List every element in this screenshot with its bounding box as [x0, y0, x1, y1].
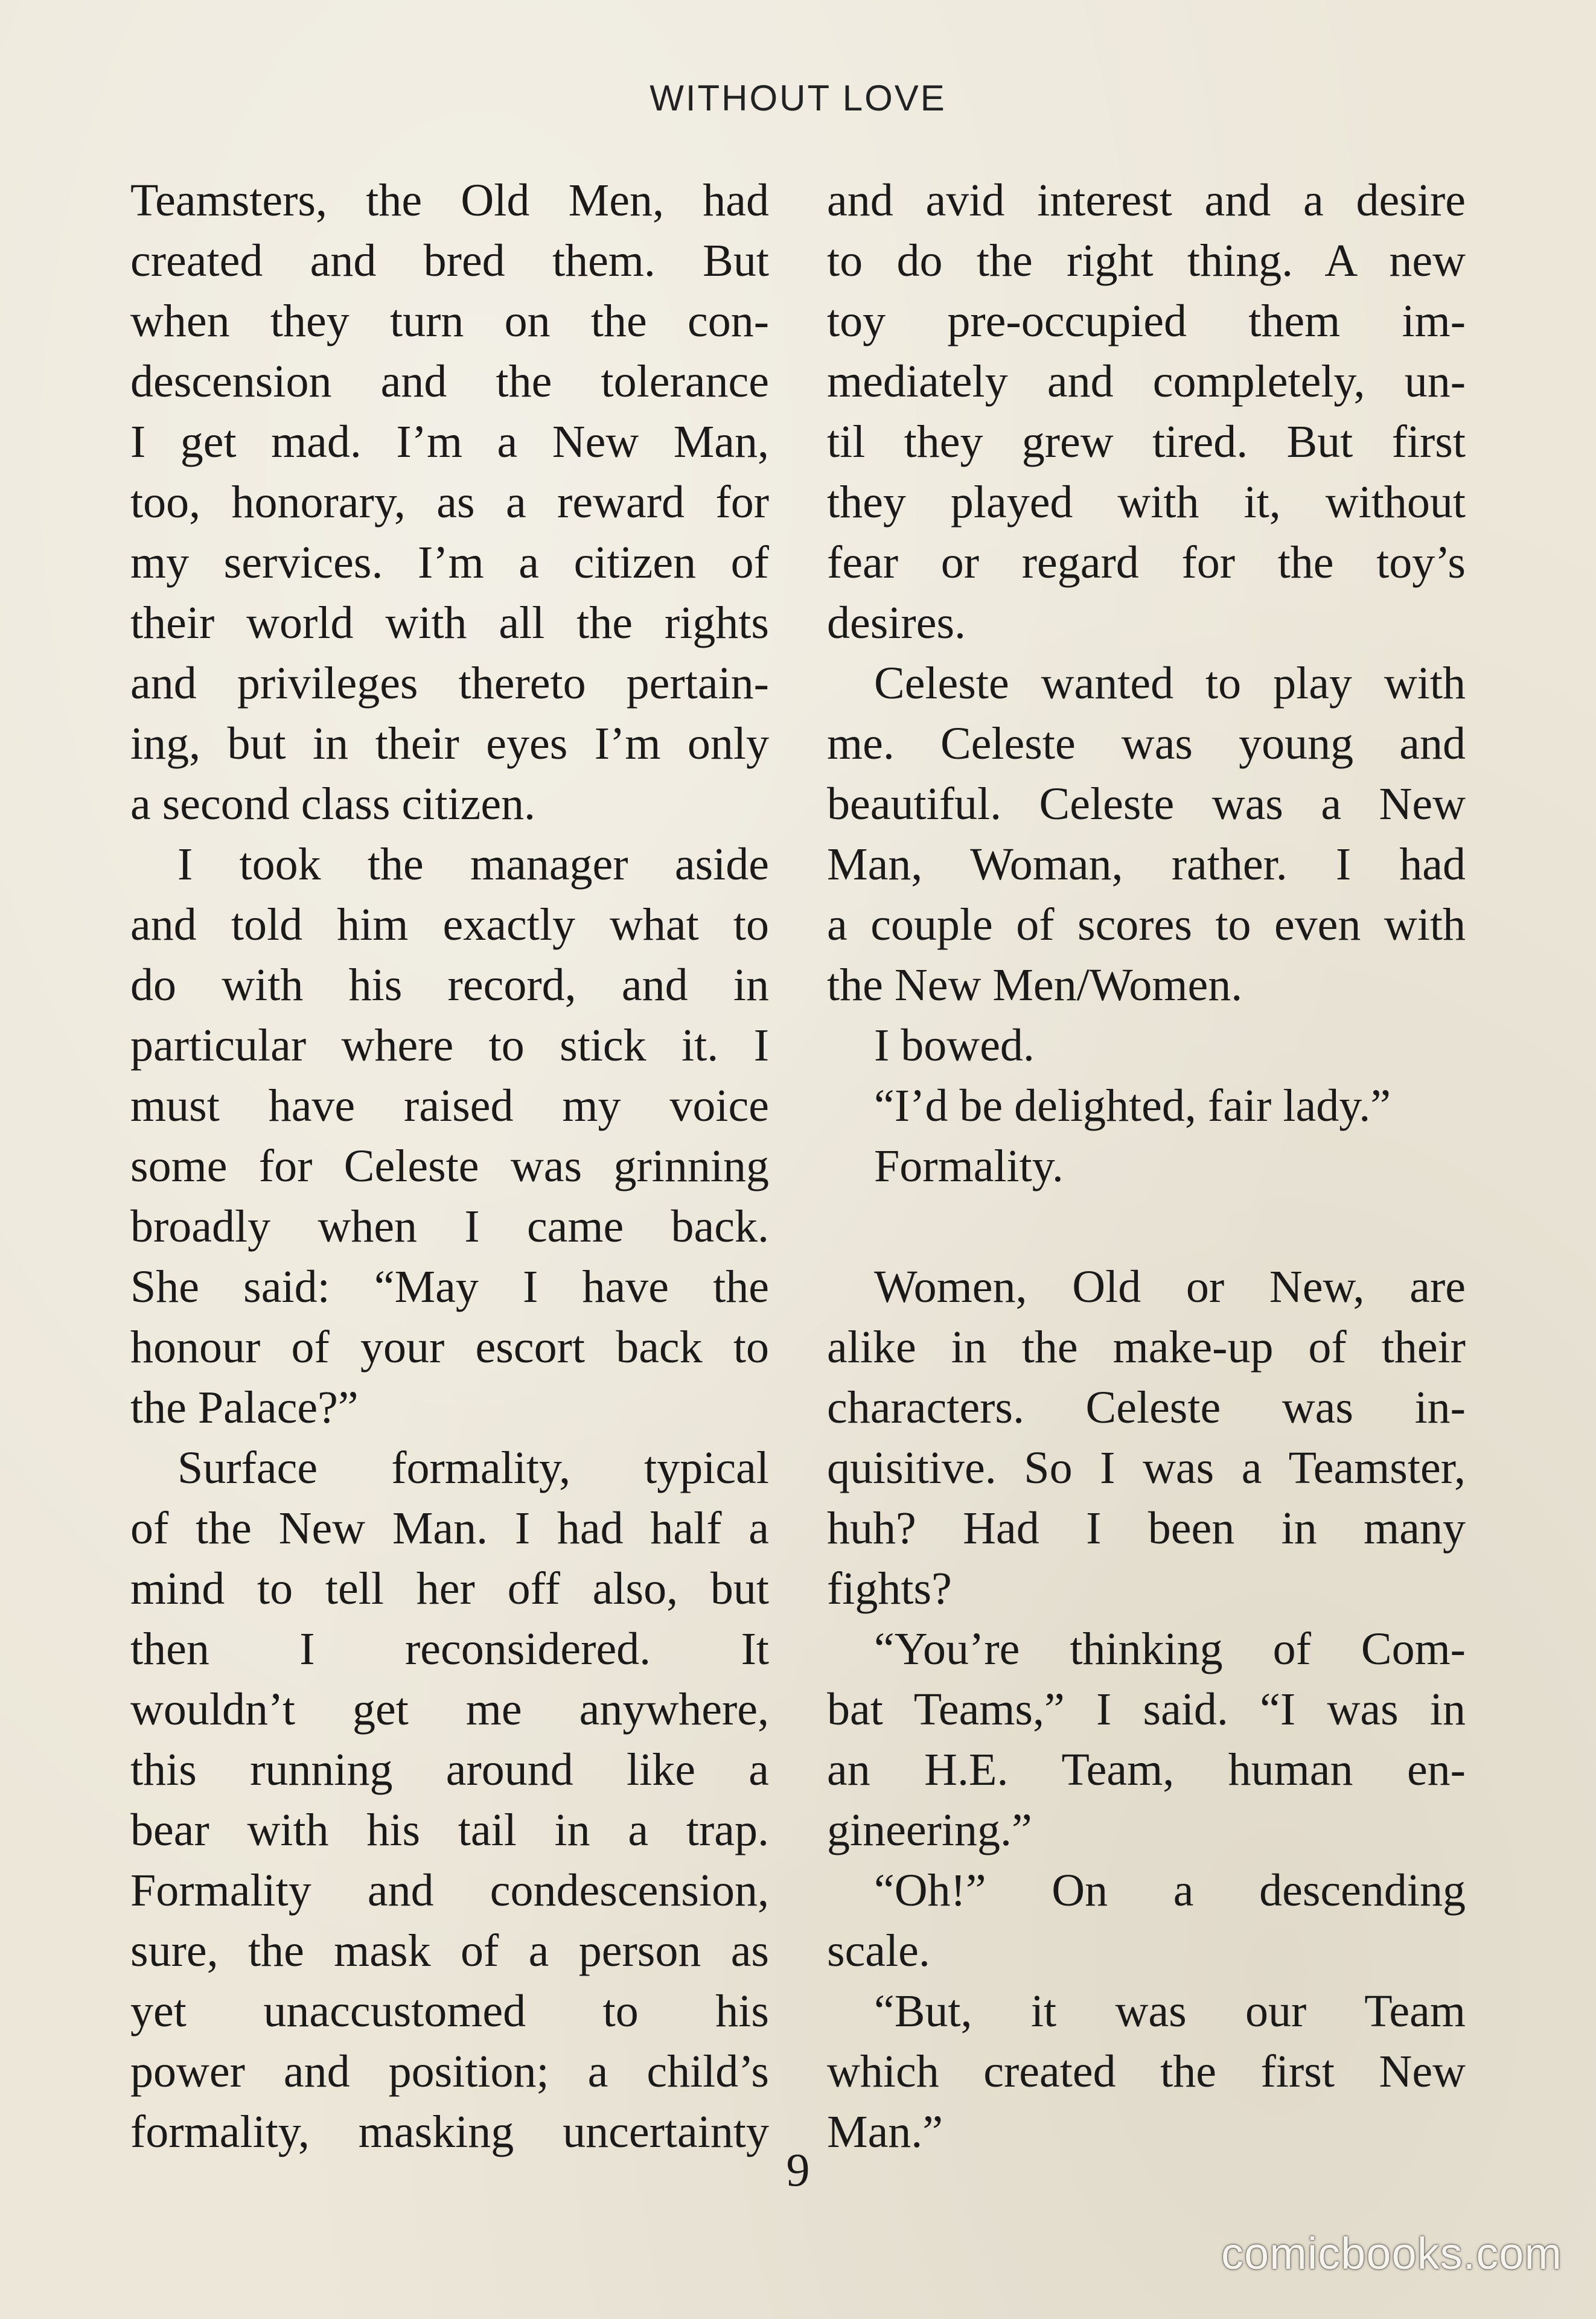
running-header: WITHOUT LOVE — [650, 78, 946, 118]
text-line: scale. — [827, 1925, 930, 1976]
text-line: a couple of scores to even with — [827, 899, 1466, 950]
text-line: particular where to stick it. I — [130, 1020, 769, 1071]
text-line: characters. Celeste was in- — [827, 1382, 1466, 1433]
text-line: Man.” — [827, 2107, 943, 2157]
text-line: Women, Old or New, are — [874, 1262, 1466, 1312]
text-line: gineering.” — [827, 1805, 1032, 1855]
text-line: Formality. — [874, 1141, 1064, 1191]
text-line: must have raised my voice — [130, 1080, 769, 1131]
text-line: the Palace?” — [130, 1382, 359, 1433]
text-line: descension and the tolerance — [130, 356, 769, 407]
right-text-column — [827, 170, 1466, 2162]
text-line: to do the right thing. A new — [827, 235, 1466, 286]
text-line: desires. — [827, 598, 966, 648]
text-line: and told him exactly what to — [130, 899, 769, 950]
text-line: which created the first New — [827, 2046, 1466, 2097]
text-line: ing, but in their eyes I’m only — [130, 718, 769, 769]
text-line: and avid interest and a desire — [827, 175, 1466, 226]
text-line: Teamsters, the Old Men, had — [130, 175, 769, 226]
text-line: fear or regard for the toy’s — [827, 537, 1466, 588]
text-line: quisitive. So I was a Teamster, — [827, 1443, 1466, 1493]
text-line: their world with all the rights — [130, 598, 769, 648]
text-line: and privileges thereto pertain- — [130, 658, 769, 709]
site-watermark: comicbooks.com — [1221, 2228, 1562, 2279]
text-line: a second class citizen. — [130, 779, 536, 829]
left-text-column — [130, 170, 769, 2162]
text-line: broadly when I came back. — [130, 1201, 769, 1252]
text-line: created and bred them. But — [130, 235, 769, 286]
text-line: bear with his tail in a trap. — [130, 1805, 769, 1855]
text-line: Surface formality, typical — [177, 1443, 769, 1493]
text-line: they played with it, without — [827, 477, 1466, 528]
text-line: yet unaccustomed to his — [130, 1986, 769, 2037]
text-line: alike in the make-up of their — [827, 1322, 1466, 1373]
text-line: fights? — [827, 1563, 952, 1614]
text-line: “But, it was our Team — [874, 1986, 1466, 2037]
text-line: Man, Woman, rather. I had — [827, 839, 1466, 890]
text-line: honour of your escort back to — [130, 1322, 769, 1373]
text-line: sure, the mask of a person as — [130, 1925, 769, 1976]
text-line: formality, masking uncertainty — [130, 2107, 769, 2157]
text-line: til they grew tired. But first — [827, 416, 1466, 467]
text-line: power and position; a child’s — [130, 2046, 769, 2097]
text-line: this running around like a — [130, 1744, 769, 1795]
text-line: huh? Had I been in many — [827, 1503, 1466, 1554]
text-line: “I’d be delighted, fair lady.” — [874, 1080, 1391, 1131]
text-line: mind to tell her off also, but — [130, 1563, 769, 1614]
text-line: the New Men/Women. — [827, 960, 1243, 1010]
text-line: beautiful. Celeste was a New — [827, 779, 1466, 829]
text-line: wouldn’t get me anywhere, — [130, 1684, 769, 1735]
text-line: some for Celeste was grinning — [130, 1141, 769, 1191]
text-line: me. Celeste was young and — [827, 718, 1466, 769]
text-line: Celeste wanted to play with — [874, 658, 1466, 709]
text-line: then I reconsidered. It — [130, 1624, 769, 1674]
text-line: Formality and condescension, — [130, 1865, 769, 1916]
text-line: an H.E. Team, human en- — [827, 1744, 1466, 1795]
text-line — [827, 1196, 1466, 1257]
text-line: I get mad. I’m a New Man, — [130, 416, 769, 467]
text-line: “Oh!” On a descending — [874, 1865, 1466, 1916]
text-line: mediately and completely, un- — [827, 356, 1466, 407]
text-line: “You’re thinking of Com- — [874, 1624, 1466, 1674]
text-line: bat Teams,” I said. “I was in — [827, 1684, 1466, 1735]
text-line: do with his record, and in — [130, 960, 769, 1010]
text-line: toy pre-occupied them im- — [827, 296, 1466, 346]
text-line: when they turn on the con- — [130, 296, 769, 346]
text-line: of the New Man. I had half a — [130, 1503, 769, 1554]
text-line: too, honorary, as a reward for — [130, 477, 769, 528]
text-line: my services. I’m a citizen of — [130, 537, 769, 588]
text-line: I took the manager aside — [177, 839, 769, 890]
text-line: I bowed. — [874, 1020, 1035, 1071]
text-line: She said: “May I have the — [130, 1262, 769, 1312]
page-number: 9 — [786, 2143, 810, 2196]
